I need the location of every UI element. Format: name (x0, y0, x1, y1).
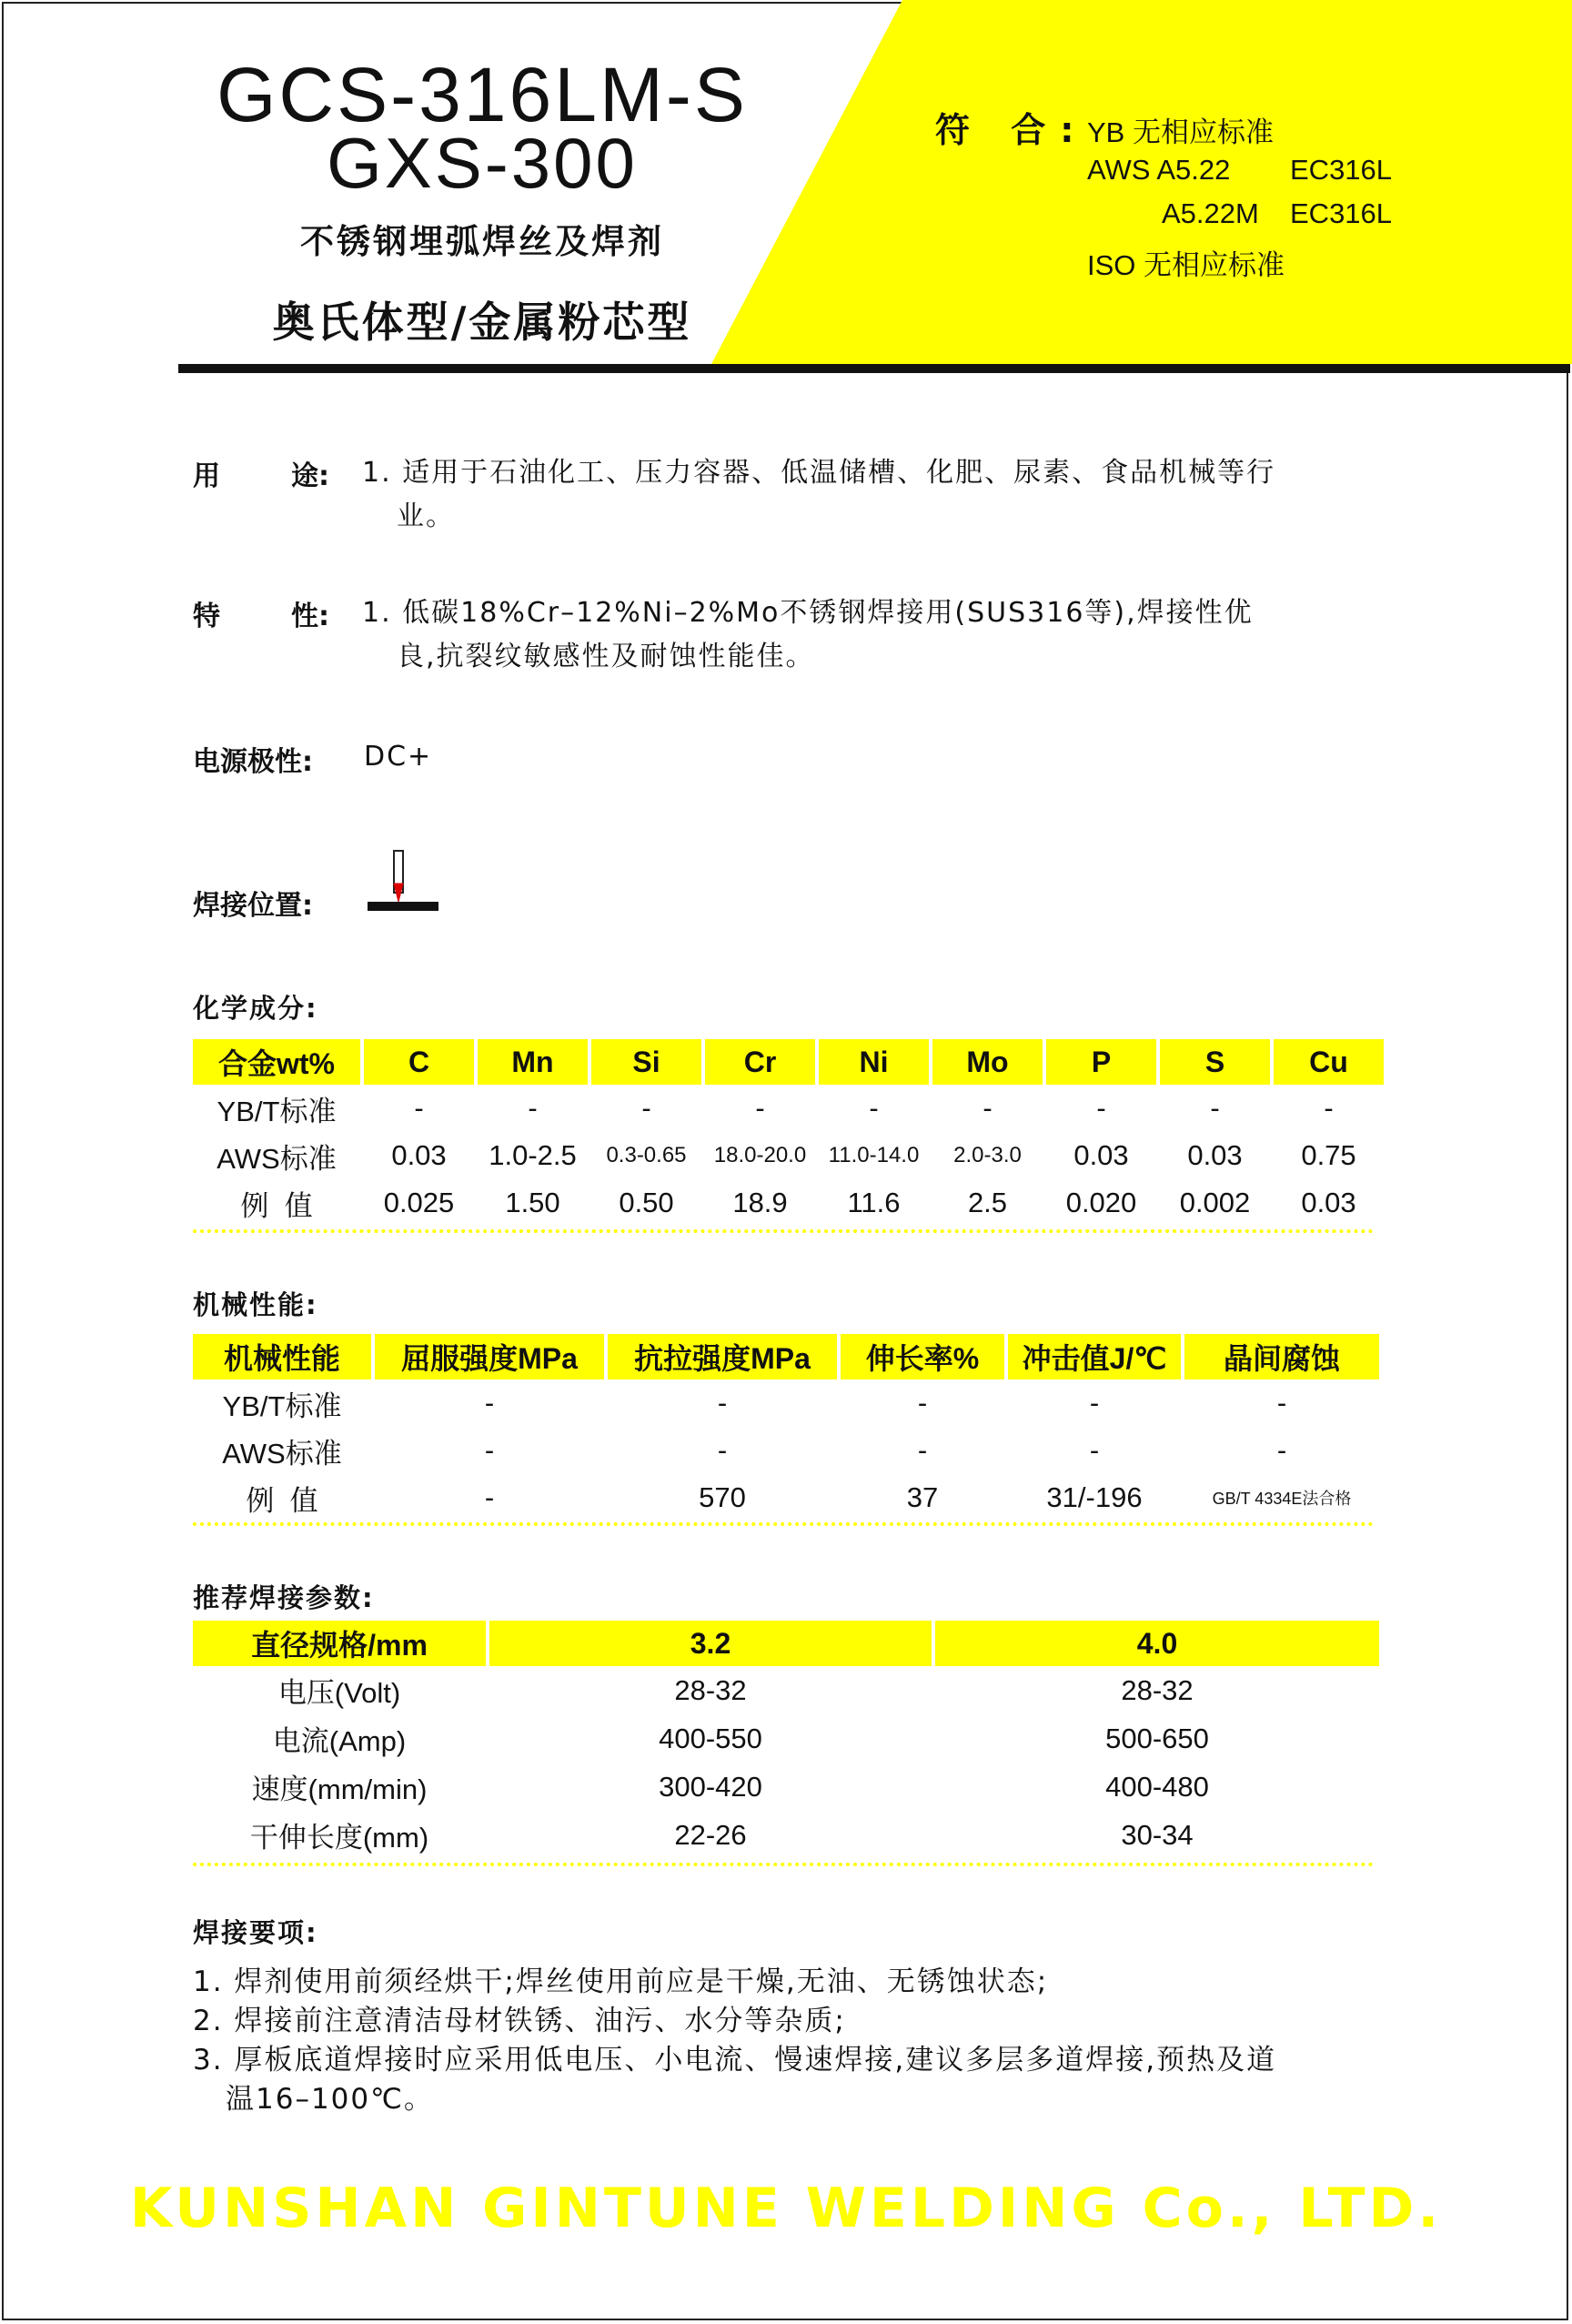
table-cell: 37 (906, 1481, 939, 1513)
conformity-yb: YB 无相应标准 (1087, 116, 1274, 148)
conformity-aws-class: EC316L (1290, 154, 1393, 186)
table-cell: - (717, 1434, 728, 1466)
table-cell: 0.50 (619, 1187, 674, 1218)
conformity-aws: AWS A5.22 (1087, 154, 1231, 186)
column-header: Cu (1274, 1039, 1384, 1085)
notes-section-title: 焊接要项: (193, 1917, 318, 1948)
table-row (193, 1132, 1384, 1179)
table-cell: - (717, 1387, 728, 1419)
table-cell: 300-420 (659, 1770, 762, 1803)
table-cell: - (755, 1092, 765, 1124)
column-header: 伸长率% (841, 1334, 1004, 1379)
table-cell: - (1096, 1092, 1106, 1124)
features-label-part: 特 (193, 601, 220, 632)
table-cell: - (641, 1092, 651, 1124)
table-cell: - (1324, 1092, 1334, 1124)
mechanical-properties-table (189, 1334, 1383, 1521)
row-label: AWS标准 (222, 1437, 342, 1470)
usage-text-line: 业。 (397, 500, 455, 532)
table-header-row (193, 1621, 1379, 1666)
table-cell: 0.03 (1073, 1139, 1129, 1171)
product-subtitle: 不锈钢埋弧焊丝及焊剂 (300, 222, 664, 261)
table-cell: 0.020 (1065, 1187, 1137, 1218)
table-cell: - (982, 1092, 993, 1124)
table-cell: 28-32 (674, 1673, 747, 1706)
table-cell: - (484, 1434, 495, 1466)
row-label: 例 值 (240, 1189, 313, 1222)
header-divider (178, 364, 1570, 373)
row-label: AWS标准 (217, 1142, 337, 1175)
table-cell: - (917, 1387, 928, 1419)
row-label: 干伸长度(mm) (249, 1822, 429, 1854)
column-header: 晶间腐蚀 (1184, 1334, 1379, 1379)
position-label: 焊接位置: (193, 890, 313, 922)
features-text-line: 良,抗裂纹敏感性及耐蚀性能佳。 (397, 641, 815, 672)
table-cell: 11.6 (847, 1187, 901, 1218)
column-header: Si (591, 1039, 701, 1085)
table-row (193, 1714, 1379, 1763)
table-row (193, 1474, 1379, 1521)
polarity-value: DC+ (364, 741, 433, 773)
table-cell: - (1210, 1092, 1220, 1124)
table-cell: 400-550 (659, 1722, 762, 1754)
table-cell: 1.50 (505, 1187, 560, 1218)
table-cell: 2.0-3.0 (953, 1143, 1022, 1167)
table-cell: - (484, 1387, 495, 1419)
table-cell: 500-650 (1105, 1722, 1209, 1754)
table-divider (193, 1863, 1374, 1866)
parameters-section-title: 推荐焊接参数: (193, 1582, 375, 1613)
table-cell: - (1089, 1434, 1100, 1466)
table-divider (193, 1229, 1374, 1233)
row-label: YB/T标准 (222, 1389, 342, 1422)
conformity-aws-m-class: EC316L (1290, 197, 1393, 229)
features-text-line: 1. 低碳18%Cr–12%Ni–2%Mo不锈钢焊接用(SUS316等),焊接性优 (362, 597, 1254, 629)
table-cell: 30-34 (1121, 1818, 1194, 1851)
table-cell: GB/T 4334E法合格 (1212, 1490, 1352, 1508)
row-label: YB/T标准 (217, 1095, 337, 1127)
table-row (193, 1763, 1379, 1811)
table-cell: 0.025 (383, 1187, 455, 1218)
conformity-label: 符 合: (935, 110, 1089, 150)
company-name: KUNSHAN GINTUNE WELDING Co., LTD. (129, 2177, 1443, 2240)
column-header: 抗拉强度MPa (608, 1334, 837, 1379)
table-row (193, 1085, 1384, 1132)
conformity-iso: ISO 无相应标准 (1087, 249, 1285, 281)
table-cell: 2.5 (967, 1187, 1008, 1218)
note-item: 2. 焊接前注意清洁母材铁锈、油污、水分等杂质; (193, 2005, 846, 2037)
table-divider (193, 1522, 1374, 1526)
row-label: 速度(mm/min) (251, 1773, 428, 1805)
note-item: 温16–100℃。 (226, 2083, 434, 2116)
column-header: C (364, 1039, 474, 1085)
table-cell: 0.03 (391, 1139, 447, 1171)
table-cell: 31/-196 (1046, 1481, 1143, 1513)
table-cell: - (484, 1481, 495, 1513)
table-row (193, 1379, 1379, 1427)
row-label: 电压(Volt) (277, 1677, 401, 1709)
note-item: 3. 厚板底道焊接时应采用低电压、小电流、慢速焊接,建议多层多道焊接,预热及道 (193, 2044, 1277, 2076)
note-item: 1. 焊剂使用前须经烘干;焊丝使用前应是干燥,无油、无锈蚀状态; (193, 1965, 1049, 1998)
column-header: 直径规格/mm (193, 1621, 486, 1666)
usage-label (193, 453, 329, 493)
table-cell: - (1276, 1387, 1287, 1419)
conformity-aws-m: A5.22M (1162, 197, 1259, 229)
column-header: 机械性能 (193, 1334, 371, 1379)
table-cell: 18.9 (732, 1187, 788, 1218)
column-header: 合金wt% (193, 1039, 360, 1085)
column-header: 3.2 (489, 1621, 932, 1666)
table-cell: - (414, 1092, 424, 1124)
table-cell: - (1276, 1434, 1287, 1466)
table-cell: 11.0-14.0 (828, 1143, 920, 1167)
polarity-label: 电源极性: (193, 746, 313, 778)
table-cell: 22-26 (674, 1818, 747, 1851)
table-cell: 18.0-20.0 (713, 1143, 807, 1167)
table-cell: 1.0-2.5 (489, 1139, 577, 1171)
welding-parameters-table (189, 1621, 1383, 1859)
column-header: S (1160, 1039, 1270, 1085)
column-header: Ni (819, 1039, 929, 1085)
product-type: 奥氏体型/金属粉芯型 (272, 298, 692, 347)
table-cell: 0.002 (1179, 1187, 1251, 1218)
row-label: 例 值 (246, 1484, 318, 1517)
mechanical-section-title: 机械性能: (193, 1289, 318, 1320)
table-cell: - (1089, 1387, 1100, 1419)
model-primary: GCS-316LM-S (217, 52, 748, 137)
column-header: Mo (932, 1039, 1043, 1085)
features-label-part: 性: (291, 601, 329, 632)
features-label (193, 593, 329, 633)
table-cell: 0.03 (1301, 1187, 1356, 1218)
table-row (193, 1811, 1379, 1859)
table-cell: 400-480 (1105, 1770, 1209, 1803)
column-header: Mn (478, 1039, 588, 1085)
column-header: 冲击值J/℃ (1008, 1334, 1181, 1379)
usage-label-part: 用 (193, 460, 220, 492)
table-cell: 570 (699, 1481, 746, 1513)
table-cell: - (528, 1092, 538, 1124)
model-secondary: GXS-300 (327, 123, 638, 203)
table-cell: - (917, 1434, 928, 1466)
chemical-composition-table (189, 1039, 1387, 1227)
table-cell: 28-32 (1121, 1673, 1194, 1706)
table-row (193, 1427, 1379, 1474)
table-cell: 0.75 (1301, 1139, 1356, 1171)
column-header: 屈服强度MPa (375, 1334, 604, 1379)
chemical-section-title: 化学成分: (193, 993, 318, 1024)
table-cell: 0.03 (1187, 1139, 1243, 1171)
column-header: 4.0 (935, 1621, 1379, 1666)
flat-welding-position-icon (366, 849, 440, 914)
table-row (193, 1179, 1384, 1227)
usage-text-line: 1. 适用于石油化工、压力容器、低温储槽、化肥、尿素、食品机械等行 (362, 457, 1276, 489)
column-header: Cr (705, 1039, 815, 1085)
table-cell: 0.3-0.65 (606, 1143, 687, 1167)
table-row (193, 1666, 1379, 1714)
column-header: P (1046, 1039, 1156, 1085)
table-cell: - (869, 1092, 879, 1124)
table-header-row (193, 1039, 1384, 1085)
table-header-row (193, 1334, 1379, 1379)
row-label: 电流(Amp) (272, 1725, 407, 1757)
usage-label-part: 途: (291, 460, 329, 492)
